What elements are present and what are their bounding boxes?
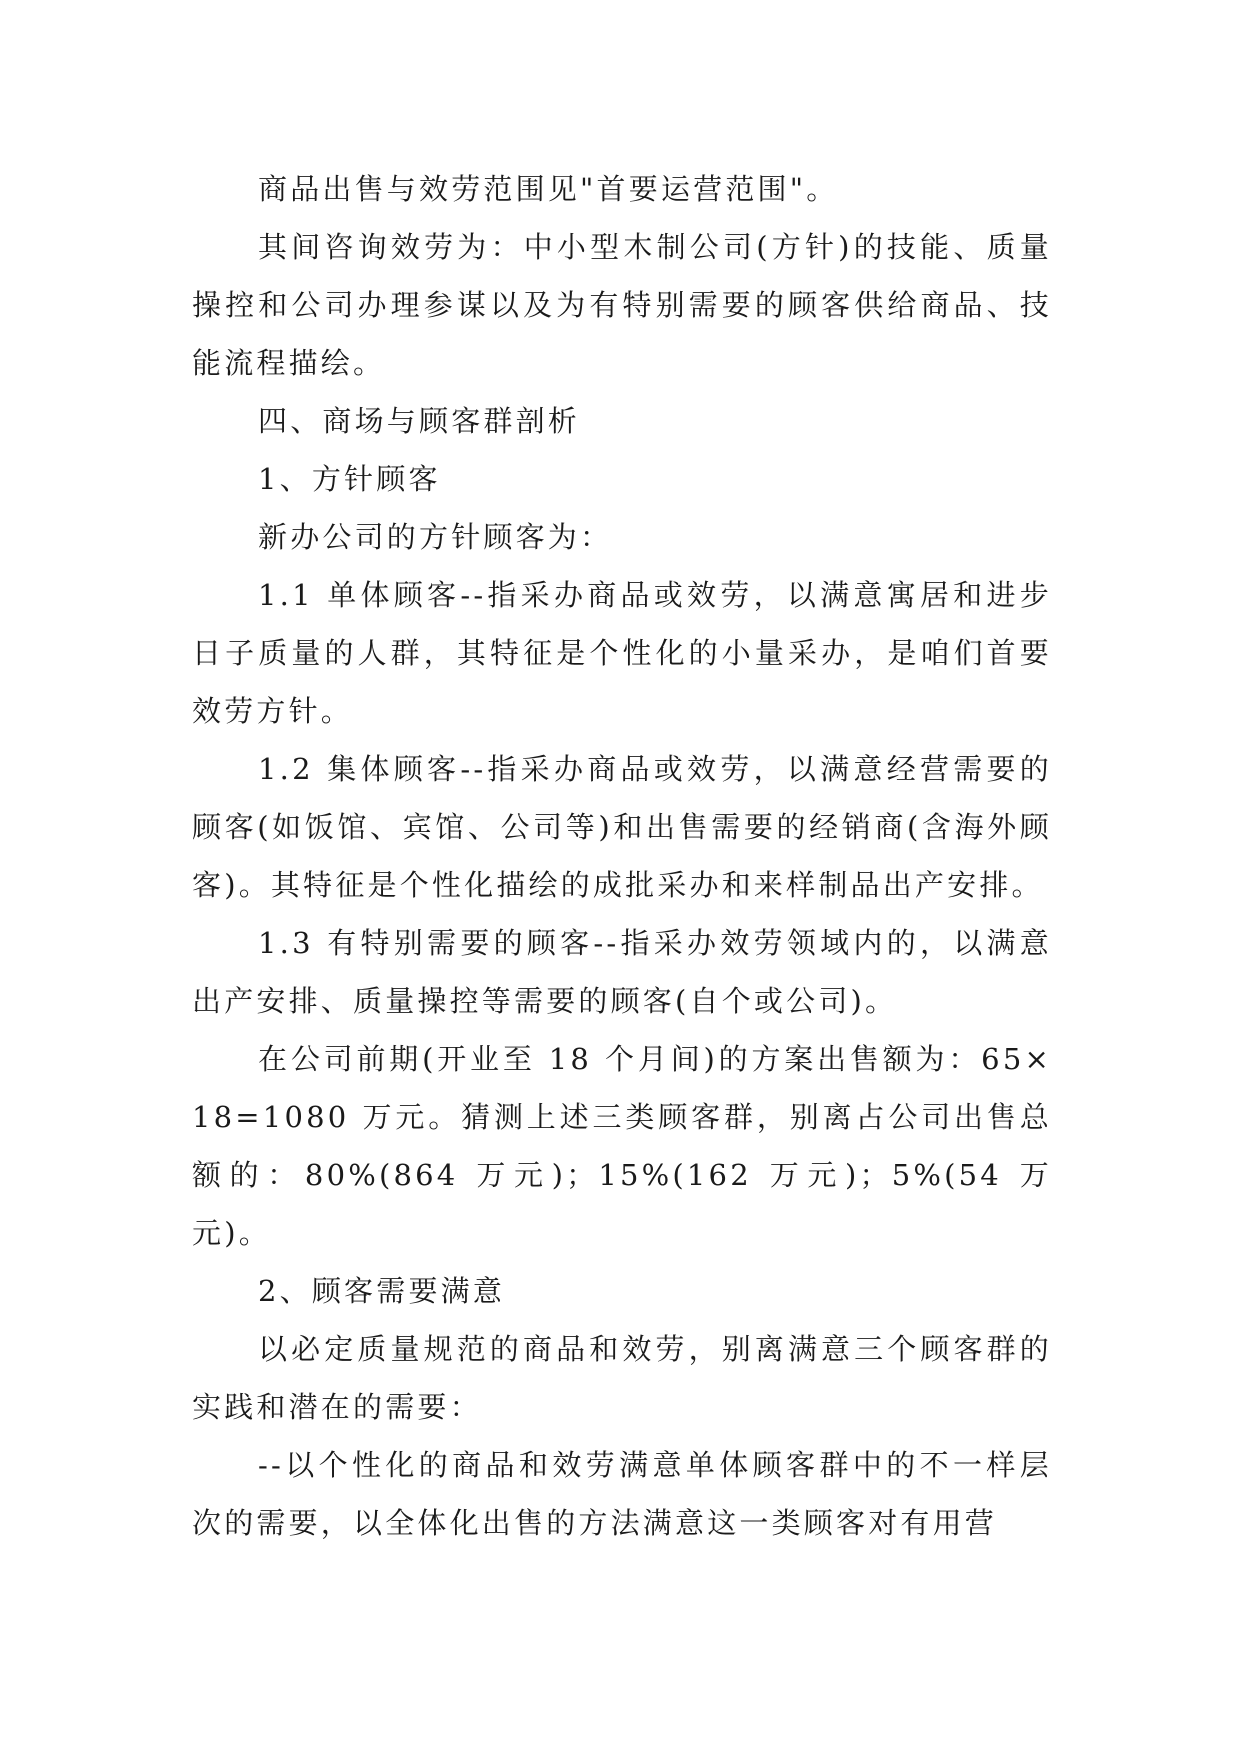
subheading-customer-needs: 2、顾客需要满意 <box>258 1274 506 1308</box>
paragraph-individual-needs: --以个性化的商品和效劳满意单体顾客群中的不一样层次的需要，以全体化出售的方法满意这一类顾客对有用营 <box>192 1448 1052 1540</box>
paragraph-sales-forecast: 在公司前期(开业至 18 个月间)的方案出售额为：65×18=1080 万元。猜测上述三类顾客群，别离占公司出售总额的：80%(864 万元)；15%(162 万元)；5%(54 万元)。 <box>192 1042 1052 1250</box>
document-body <box>192 160 1052 1552</box>
subheading-target-customers: 1、方针顾客 <box>258 462 441 496</box>
paragraph-scope-reference: 商品出售与效劳范围见"首要运营范围"。 <box>258 172 839 206</box>
paragraph-consulting-services: 其间咨询效劳为：中小型木制公司(方针)的技能、质量操控和公司办理参谋以及为有特别需要的顾客供给商品、技能流程描绘。 <box>192 230 1052 380</box>
paragraph-needs-intro: 以必定质量规范的商品和效劳，别离满意三个顾客群的实践和潜在的需要： <box>192 1332 1052 1424</box>
paragraph-special-customers: 1.3 有特别需要的顾客--指采办效劳领域内的，以满意出产安排、质量操控等需要的顾客(自个或公司)。 <box>192 926 1052 1018</box>
section-heading-market-analysis: 四、商场与顾客群剖析 <box>258 404 581 438</box>
paragraph-target-customers-intro: 新办公司的方针顾客为： <box>258 520 613 554</box>
paragraph-individual-customers: 1.1 单体顾客--指采办商品或效劳，以满意寓居和进步日子质量的人群，其特征是个性化的小量采办，是咱们首要效劳方针。 <box>192 578 1052 728</box>
paragraph-group-customers: 1.2 集体顾客--指采办商品或效劳，以满意经营需要的顾客(如饭馆、宾馆、公司等)和出售需要的经销商(含海外顾客)。其特征是个性化描绘的成批采办和来样制品出产安排。 <box>192 752 1052 902</box>
